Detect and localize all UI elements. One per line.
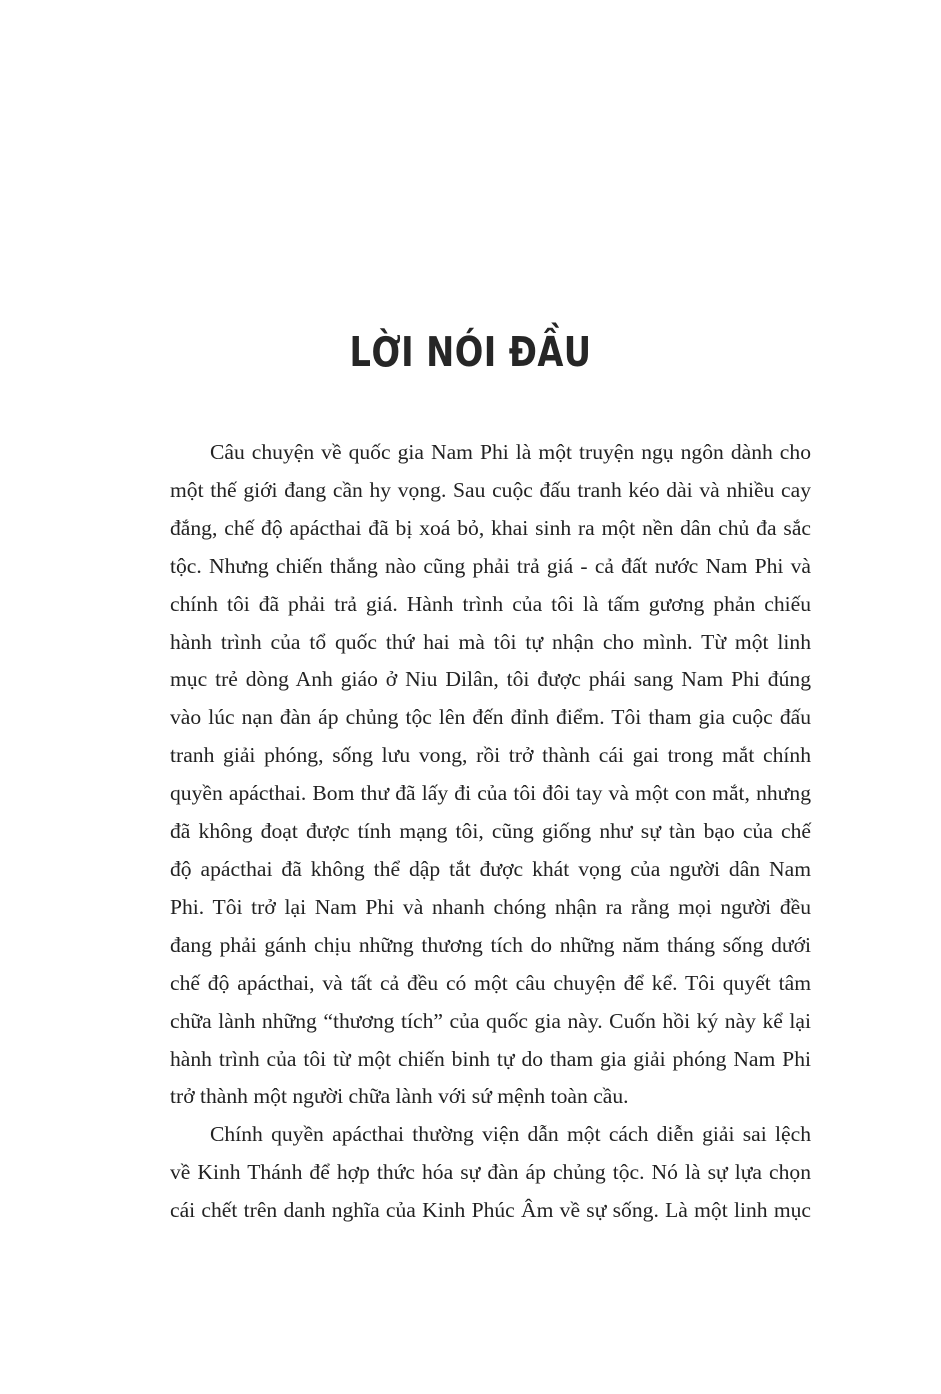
text-line: quyền apácthai. Bom thư đã lấy đi của tôi đôi tay và một con mắt, nhưng xyxy=(170,781,811,806)
text-line: tộc. Nhưng chiến thắng nào cũng phải trả giá - cả đất nước Nam Phi và xyxy=(170,553,811,578)
text-line: đắng, chế độ apácthai đã bị xoá bỏ, khai sinh ra một nền dân chủ đa sắc xyxy=(170,515,811,540)
paragraph-2 xyxy=(130,1116,811,1230)
text-line: về Kinh Thánh để hợp thức hóa sự đàn áp chủng tộc. Nó là sự lựa chọn xyxy=(170,1160,811,1185)
text-line: Câu chuyện về quốc gia Nam Phi là một truyện ngụ ngôn dành cho xyxy=(210,440,811,464)
text-line: tranh giải phóng, sống lưu vong, rồi trở thành cái gai trong mắt chính xyxy=(170,743,811,768)
text-line: chế độ apácthai, và tất cả đều có một câu chuyện để kể. Tôi quyết tâm xyxy=(170,970,811,995)
text-line: mục trẻ dòng Anh giáo ở Niu Dilân, tôi được phái sang Nam Phi đúng xyxy=(170,667,811,692)
text-line: Chính quyền apácthai thường viện dẫn một cách diễn giải sai lệch xyxy=(210,1122,811,1147)
chapter-title: LỜI NÓI ĐẦU xyxy=(349,328,592,376)
text-line: đã không đoạt được tính mạng tôi, cũng giống như sự tàn bạo của chế xyxy=(170,819,811,844)
text-line: đang phải gánh chịu những thương tích do những năm tháng sống dưới xyxy=(170,932,811,957)
text-line: Phi. Tôi trở lại Nam Phi và nhanh chóng nhận ra rằng mọi người đều xyxy=(170,894,811,919)
text-line: vào lúc nạn đàn áp chủng tộc lên đến đỉnh điểm. Tôi tham gia cuộc đấu xyxy=(170,705,811,730)
text-line: một thế giới đang cần hy vọng. Sau cuộc đấu tranh kéo dài và nhiều cay xyxy=(170,477,811,502)
text-line: độ apácthai đã không thể dập tắt được khát vọng của người dân Nam xyxy=(170,856,811,881)
body-text xyxy=(130,434,811,1230)
paragraph-1 xyxy=(130,434,811,1116)
text-line: cái chết trên danh nghĩa của Kinh Phúc Âm về sự sống. Là một linh mục xyxy=(170,1198,811,1223)
text-line: chính tôi đã phải trả giá. Hành trình của tôi là tấm gương phản chiếu xyxy=(170,591,811,616)
text-line: trở thành một người chữa lành với sứ mệnh toàn cầu. xyxy=(170,1084,629,1109)
text-line: hành trình của tổ quốc thứ hai mà tôi tự nhận cho mình. Từ một linh xyxy=(170,629,811,654)
text-line: hành trình của tôi từ một chiến binh tự do tham gia giải phóng Nam Phi xyxy=(170,1046,811,1071)
text-line: chữa lành những “thương tích” của quốc gia này. Cuốn hồi ký này kể lại xyxy=(170,1008,811,1033)
